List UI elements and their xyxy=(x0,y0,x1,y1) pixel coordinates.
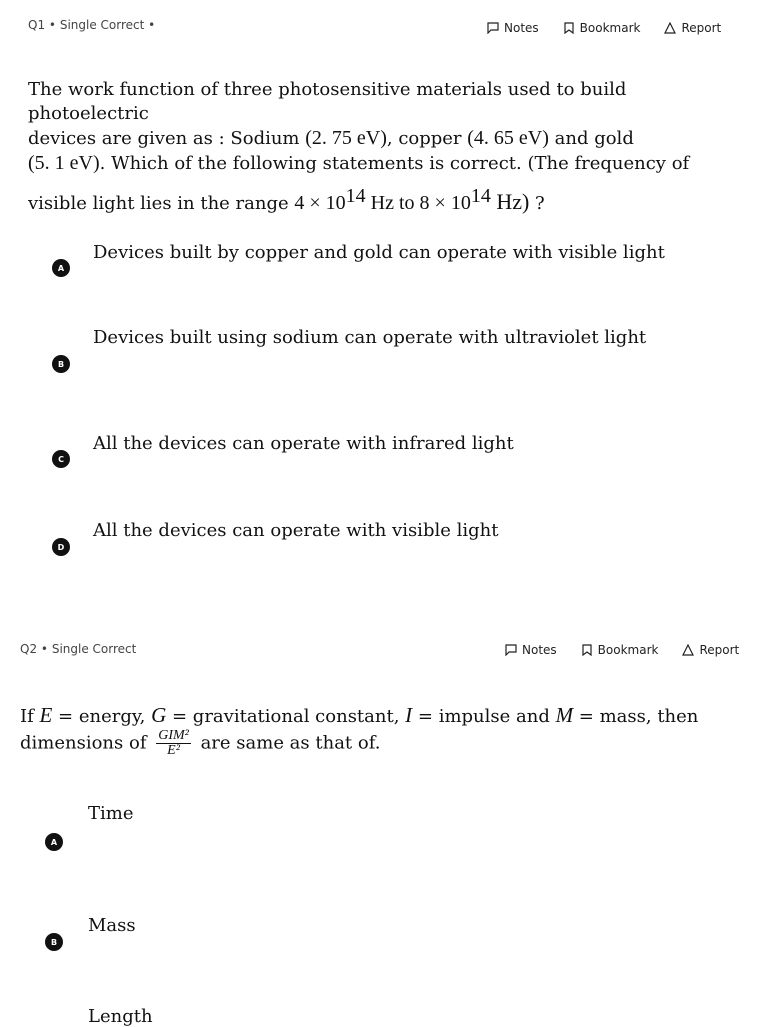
notes-label: Notes xyxy=(504,21,539,35)
question-actions xyxy=(487,21,721,35)
stem-line: visible light lies in the range $4 \times 10^{14}$ Hz to $8 \times 10^{14}$ Hz) ? xyxy=(28,185,545,214)
report-button[interactable] xyxy=(664,21,721,35)
option-badge[interactable]: A xyxy=(52,259,70,277)
bookmark-button[interactable] xyxy=(563,21,641,35)
comment-icon xyxy=(487,22,499,34)
question-actions xyxy=(505,643,739,657)
warning-icon xyxy=(682,644,694,656)
notes-button[interactable] xyxy=(505,643,557,657)
stem-line: If E = energy, G = gravitational constant, I = impulse and M = mass, then xyxy=(20,703,699,727)
option-badge[interactable]: B xyxy=(45,933,63,951)
separator: • xyxy=(148,18,156,32)
option-text[interactable]: Mass xyxy=(88,915,136,936)
question-type: Single Correct xyxy=(51,642,137,656)
separator: • xyxy=(48,18,56,32)
comment-icon xyxy=(505,644,517,656)
report-label: Report xyxy=(681,21,722,35)
bookmark-icon xyxy=(581,644,593,656)
question-meta xyxy=(20,642,136,656)
stem-line: The work function of three photosensitive materials used to build photoelectric xyxy=(28,79,627,124)
option-text[interactable]: Devices built by copper and gold can operate with visible light xyxy=(93,242,665,263)
question-number: Q2 xyxy=(20,642,38,656)
question-stem xyxy=(28,78,748,216)
option-badge[interactable]: A xyxy=(45,833,63,851)
option-text[interactable]: All the devices can operate with visible light xyxy=(93,520,499,541)
question-number: Q1 xyxy=(28,18,46,32)
option-text[interactable]: All the devices can operate with infrared light xyxy=(93,433,514,454)
question-meta xyxy=(28,18,155,32)
option-badge[interactable]: D xyxy=(52,538,70,556)
separator: • xyxy=(40,642,48,656)
bookmark-label: Bookmark xyxy=(579,21,641,35)
warning-icon xyxy=(664,22,676,34)
stem-line: dimensions of $\frac{\text{GIM²}}{\text{E²}}$ are same as that of. xyxy=(20,728,381,758)
fraction: $\frac{\text{GIM²}}{\text{E²}}$ xyxy=(158,728,189,758)
question-stem xyxy=(20,703,760,758)
option-text[interactable]: Time xyxy=(88,803,134,824)
question-type: Single Correct xyxy=(59,18,145,32)
option-badge[interactable]: C xyxy=(52,450,70,468)
stem-line: (5. 1 eV). Which of the following statements is correct. (The frequency of xyxy=(28,152,690,174)
option-text[interactable]: Devices built using sodium can operate with ultraviolet light xyxy=(93,327,647,348)
bookmark-icon xyxy=(563,22,575,34)
notes-label: Notes xyxy=(522,643,557,657)
option-badge[interactable]: B xyxy=(52,355,70,373)
report-button[interactable] xyxy=(682,643,739,657)
bookmark-label: Bookmark xyxy=(597,643,659,657)
stem-line: devices are given as : Sodium (2. 75 eV), copper (4. 65 eV) and gold xyxy=(28,127,634,149)
report-label: Report xyxy=(699,643,740,657)
bookmark-button[interactable] xyxy=(581,643,659,657)
notes-button[interactable] xyxy=(487,21,539,35)
option-text[interactable]: Length xyxy=(88,1006,153,1027)
